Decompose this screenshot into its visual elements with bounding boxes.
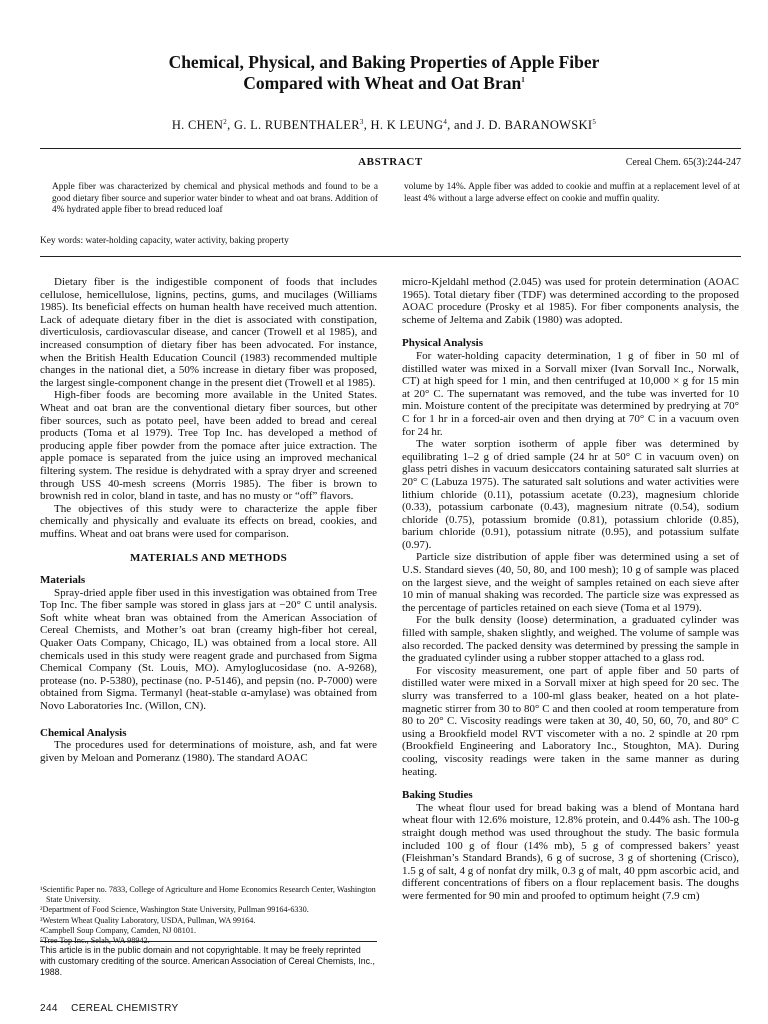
subsection-heading: Chemical Analysis xyxy=(40,726,127,739)
subsection-heading: Materials xyxy=(40,574,86,587)
section-heading: MATERIALS AND METHODS xyxy=(129,552,288,565)
public-domain-note: This article is in the public domain and not copyrightable. It may be freely reprinted with customary crediting of the source. American Association of Cereal Chemists, Inc., 1988. xyxy=(40,945,375,977)
affiliation-mark: 4 xyxy=(443,117,448,126)
note-rule xyxy=(40,941,377,942)
paragraph: The wheat flour used for bread baking was a blend of Montana hard wheat flour with 12.6% moisture, 12.8% protein, and 0.44% ash. The 100-g straight dough method was used throughout the study. The basic formula included 100 g of flour (14% mb), 5 g of compressed bakers’ yeast (Fleishman’s Standard Brands), 6 g of sucrose, 3 g of shortening (Crisco), 1.5 g of salt, 4 g of nonfat dry milk, 0.3 g of malt, 40 ppm ascorbic acid, and different concentrations of fibers on a flour replacement basis. The doughs were fermented for 90 min and proofed to optimum height (7.9 cm) xyxy=(402,801,739,902)
paragraph: For water-holding capacity determination, 1 g of fiber in 50 ml of distilled water was mixed in a Sorvall mixer (Ivan Sorvall Inc., Norwalk, CT) at high speed for 1 min, and then centrifuged at 10,000 × g for 15 min at 20° C. The supernatant was removed, and the tube was inverted for 10 min. Moisture content of the precipitate was determined by predrying at 70° C for 1 hr in a forced-air oven and then drying at 70° C in a vacuum oven for 24 hr. xyxy=(402,349,739,438)
top-rule xyxy=(40,148,741,149)
paragraph: Dietary fiber is the indigestible component of foods that includes cellulose, hemicellulose, lignins, pectins, gums, and mucilages (Williams 1985). Its beneficial effects on human health have received much attention. Lack of adequate dietary fiber in the diet is associated with constipation, diverticulosis, cardiovascular disease, and cancer (Trowell et al 1985), and increased consumption of dietary fiber has been advocated. For instance, when the British Health Education Council (1983) recommended multiple changes in the national diet, a 50% increase in dietary fiber was proposed, the largest single-component change in the present diet (Trowell et al 1985). xyxy=(40,276,377,389)
paragraph: The procedures used for determinations of moisture, ash, and fat were given by Meloan and Pomeranz (1980). The standard AOAC xyxy=(40,739,377,764)
paragraph: Spray-dried apple fiber used in this investigation was obtained from Tree Top Inc. The fiber sample was stored in glass jars at −20° C until analysis. Soft white wheat bran was obtained from the American Association of Cereal Chemists, and Mother’s oat bran (creamy high-fiber hot cereal, Quaker Oats Company, Chicago, IL) was obtained from a local store. All chemicals used in this study were reagent grade and purchased from Sigma Chemical Company (St. Louis, MO). Amyloglucosidase (no. A-9268), protease (no. P-5380), pectinase (no. P-5146), and pepsin (no. P-7000) were obtained from Sigma. Termanyl (heat-stable α-amylase) was obtained from Novo Laboratories Inc. (Willon, CN). xyxy=(40,586,377,712)
journal-name: CEREAL CHEMISTRY xyxy=(71,1003,179,1014)
subsection-heading: Physical Analysis xyxy=(402,337,483,350)
footnotes xyxy=(40,885,377,946)
author-list: H. CHEN$^2$, G. L. RUBENTHALER$^3$, H. K LEUNG$^4$, and J. D. BARANOWSKI$^5$ xyxy=(171,117,597,132)
abstract-right: volume by 14%. Apple fiber was added to cookie and muffin at a replacement level of at least 4% without a large adverse effect on cookie and muffin quality. xyxy=(404,182,740,204)
paragraph: The objectives of this study were to characterize the apple fiber chemically and physically and evaluate its effects on bread, cookies, and muffins. Wheat and oat brans were used for comparison. xyxy=(40,502,377,540)
abstract-left: Apple fiber was characterized by chemical and physical methods and found to be a good dietary fiber source and superior water binder to wheat and oat brans. Addition of 4% hydrated apple fiber to bread reduced loaf xyxy=(52,182,378,215)
paragraph: Particle size distribution of apple fiber was determined using a set of U.S. Standard sieves (40, 50, 80, and 100 mesh); 10 g of sample was placed on the largest sieve, and the weight of samples retained on each sieve after 10 min of manual shaking was recorded. The particle size was expressed as the percentage of particles retained on each sieve (Toma et al 1979). xyxy=(402,551,739,614)
abstract-bottom-rule xyxy=(40,256,741,257)
affiliation-mark: 3 xyxy=(359,117,364,126)
title-line-1: Chemical, Physical, and Baking Properties of Apple Fiber xyxy=(168,52,600,72)
left-column xyxy=(40,276,377,764)
journal-citation: Cereal Chem. 65(3):244-247 xyxy=(625,157,741,168)
paragraph: The water sorption isotherm of apple fiber was determined by equilibrating 1–2 g of dried sample (24 hr at 50° C in vacuum oven) on glass petri dishes in vacuum desiccators containing saturated salt slurries at 20° C (Labuza 1975). The saturated salt solutions and water activities were lithium chloride (0.11), potassium acetate (0.23), magnesium chloride (0.33), potassium carbonate (0.43), magnesium nitrate (0.54), sodium chloride (0.75), potassium bromide (0.81), potassium chloride (0.85), barium chloride (0.91), potassium nitrate (0.95), and potassium sulfate (0.97). xyxy=(402,438,739,551)
paragraph: High-fiber foods are becoming more available in the United States. Wheat and oat bran are the conventional dietary fiber sources, but other fiber sources, such as potato peel, have been added to bread and cereal products (Toma et al 1979). Tree Top Inc. has developed a method of producing apple fiber powder from the pomace after juice extraction. The apple pomace is separated from the juice using an improved mechanical filtering system. The residue is dehydrated with a spray dryer and screened through USS 40-mesh screens (Morris 1985). The fiber is brown to brownish red in color, bland in taste, and has no musty or “off” flavors. xyxy=(40,389,377,503)
subsection-heading: Baking Studies xyxy=(402,789,473,802)
footnote: ¹Scientific Paper no. 7833, College of Agriculture and Home Economics Research Center, Washington State University. xyxy=(40,885,376,905)
paragraph: For the bulk density (loose) determination, a graduated cylinder was filled with sample, shaken slightly, and weighed. The volume of sample was also recorded. The packed density was determined by pressing the sample in the graduated cylinder using a rubber stopper attached to a glass rod. xyxy=(402,614,739,665)
keywords: Key words: water-holding capacity, water activity, baking property xyxy=(40,236,289,246)
paragraph: micro-Kjeldahl method (2.045) was used for protein determination (AOAC 1965). Total dietary fiber (TDF) was determined according to the proposed AOAC procedure (Prosky et al 1985). For fiber components analysis, the scheme of Jeltema and Zabik (1980) was adopted. xyxy=(402,276,739,326)
footnote: ²Department of Food Science, Washington State University, Pullman 99164-6330. xyxy=(40,905,309,915)
abstract-heading: ABSTRACT xyxy=(358,156,423,168)
footnote: ³Western Wheat Quality Laboratory, USDA, Pullman, WA 99164. xyxy=(40,915,256,925)
affiliation-mark: 5 xyxy=(592,117,597,126)
article-title xyxy=(40,52,728,94)
page-folio xyxy=(40,1003,179,1014)
title-line-2: Compared with Wheat and Oat Bran$^1$ xyxy=(243,73,525,93)
footnote: ⁵Tree Top Inc., Selah, WA 98942. xyxy=(40,936,150,946)
affiliation-mark: 2 xyxy=(223,117,228,126)
right-column xyxy=(402,276,739,903)
page-number: 244 xyxy=(40,1003,58,1014)
paragraph: For viscosity measurement, one part of apple fiber and 50 parts of distilled water were mixed in a Sorvall mixer at high speed for 20 sec. The slurry was transferred to a 100-ml glass beaker, heated on a hot plate-magnetic stirrer from 30 to 80° C and then cooled at room temperature from 80 to 20° C. Viscosity readings were taken at 30, 40, 50, 60, 70, and 80° C using a Brookfield model RVT viscometer with a no. 2 spindle at 20 rpm (Brookfield Engineering and Laboratory Inc., Stoughton, MA). During cooling, viscosity readings were taken in the same manner as during heating. xyxy=(402,664,739,778)
footnote: ⁴Campbell Soup Company, Camden, NJ 08101. xyxy=(40,925,197,935)
